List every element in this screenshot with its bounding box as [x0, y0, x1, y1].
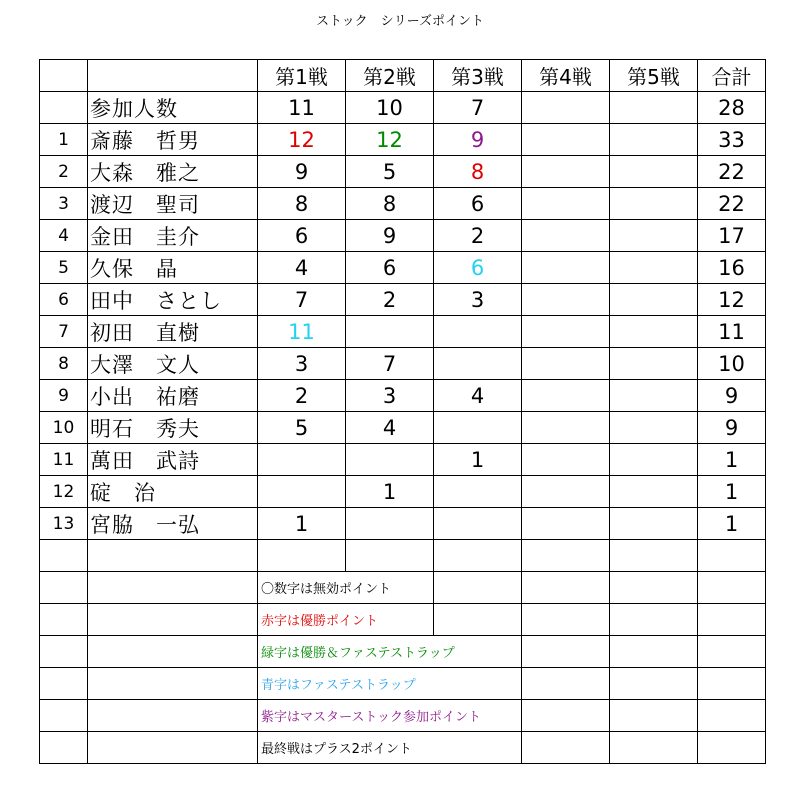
header-round-4: 第4戦 — [522, 60, 610, 92]
total-points: 22 — [698, 156, 766, 188]
round-1-points: 5 — [258, 412, 346, 444]
driver-name: 大澤 文人 — [88, 348, 258, 380]
round-5-points — [610, 188, 698, 220]
total-points: 11 — [698, 316, 766, 348]
round-3-points: 1 — [434, 444, 522, 476]
round-4-points — [522, 220, 610, 252]
total-points: 1 — [698, 508, 766, 540]
round-3-points: 8 — [434, 156, 522, 188]
round-2-points — [346, 508, 434, 540]
participants-round-3: 7 — [434, 92, 522, 124]
participants-no-cell — [40, 92, 88, 124]
rank-cell: 9 — [40, 380, 88, 412]
participants-total: 28 — [698, 92, 766, 124]
legend-row — [40, 636, 766, 668]
participants-label: 参加人数 — [88, 92, 258, 124]
round-2-points — [346, 444, 434, 476]
table-row — [40, 508, 766, 540]
round-2-points: 7 — [346, 348, 434, 380]
driver-name: 明石 秀夫 — [88, 412, 258, 444]
round-2-points: 5 — [346, 156, 434, 188]
table-row — [40, 412, 766, 444]
round-5-points — [610, 380, 698, 412]
round-1-points — [258, 444, 346, 476]
rank-cell: 7 — [40, 316, 88, 348]
rank-cell: 8 — [40, 348, 88, 380]
round-2-points: 2 — [346, 284, 434, 316]
driver-name: 金田 圭介 — [88, 220, 258, 252]
round-2-points: 8 — [346, 188, 434, 220]
header-round-5: 第5戦 — [610, 60, 698, 92]
round-3-points: 9 — [434, 124, 522, 156]
legend-win-and-fastest: 緑字は優勝＆ファステストラップ — [258, 636, 522, 668]
round-3-points — [434, 476, 522, 508]
header-round-3: 第3戦 — [434, 60, 522, 92]
header-row — [40, 60, 766, 92]
round-3-points — [434, 508, 522, 540]
total-points: 12 — [698, 284, 766, 316]
table-row — [40, 188, 766, 220]
driver-name: 初田 直樹 — [88, 316, 258, 348]
header-total: 合計 — [698, 60, 766, 92]
header-round-2: 第2戦 — [346, 60, 434, 92]
header-cell-name — [88, 60, 258, 92]
rank-cell: 4 — [40, 220, 88, 252]
legend-master-stock: 紫字はマスターストック参加ポイント — [258, 700, 522, 732]
rank-cell: 10 — [40, 412, 88, 444]
driver-name: 小出 祐磨 — [88, 380, 258, 412]
round-4-points — [522, 444, 610, 476]
round-4-points — [522, 252, 610, 284]
driver-name: 渡辺 聖司 — [88, 188, 258, 220]
driver-name: 萬田 武詩 — [88, 444, 258, 476]
round-3-points — [434, 412, 522, 444]
round-4-points — [522, 316, 610, 348]
round-3-points: 2 — [434, 220, 522, 252]
round-3-points: 3 — [434, 284, 522, 316]
rank-cell: 13 — [40, 508, 88, 540]
round-5-points — [610, 348, 698, 380]
participants-round-1: 11 — [258, 92, 346, 124]
round-1-points: 6 — [258, 220, 346, 252]
round-1-points: 7 — [258, 284, 346, 316]
round-5-points — [610, 284, 698, 316]
round-5-points — [610, 220, 698, 252]
round-2-points: 4 — [346, 412, 434, 444]
round-1-points: 3 — [258, 348, 346, 380]
table-row — [40, 348, 766, 380]
driver-name: 久保 晶 — [88, 252, 258, 284]
total-points: 17 — [698, 220, 766, 252]
legend-row — [40, 604, 766, 636]
legend-row — [40, 668, 766, 700]
rank-cell: 11 — [40, 444, 88, 476]
rank-cell: 2 — [40, 156, 88, 188]
table-row — [40, 156, 766, 188]
page-title: ストック シリーズポイント — [316, 14, 484, 29]
round-1-points: 2 — [258, 380, 346, 412]
legend-win-points: 赤字は優勝ポイント — [258, 604, 434, 636]
total-points: 16 — [698, 252, 766, 284]
driver-name: 斎藤 哲男 — [88, 124, 258, 156]
round-1-points: 4 — [258, 252, 346, 284]
participants-row — [40, 92, 766, 124]
round-1-points: 1 — [258, 508, 346, 540]
standings-table — [39, 59, 766, 764]
round-1-points: 11 — [258, 316, 346, 348]
round-5-points — [610, 412, 698, 444]
legend-invalid-points: 〇数字は無効ポイント — [258, 572, 434, 604]
legend-row — [40, 572, 766, 604]
round-2-points: 9 — [346, 220, 434, 252]
header-round-1: 第1戦 — [258, 60, 346, 92]
total-points: 10 — [698, 348, 766, 380]
rank-cell: 6 — [40, 284, 88, 316]
rank-cell: 5 — [40, 252, 88, 284]
round-5-points — [610, 316, 698, 348]
legend-row — [40, 732, 766, 764]
total-points: 1 — [698, 476, 766, 508]
round-4-points — [522, 124, 610, 156]
round-1-points: 8 — [258, 188, 346, 220]
participants-round-4 — [522, 92, 610, 124]
table-row — [40, 124, 766, 156]
round-5-points — [610, 476, 698, 508]
round-5-points — [610, 444, 698, 476]
round-1-points: 9 — [258, 156, 346, 188]
round-3-points: 4 — [434, 380, 522, 412]
driver-name: 宮脇 一弘 — [88, 508, 258, 540]
round-2-points — [346, 316, 434, 348]
round-4-points — [522, 380, 610, 412]
table-row — [40, 380, 766, 412]
total-points: 9 — [698, 412, 766, 444]
round-4-points — [522, 412, 610, 444]
header-cell-no — [40, 60, 88, 92]
round-5-points — [610, 252, 698, 284]
blank-row — [40, 540, 766, 572]
legend-row — [40, 700, 766, 732]
participants-round-2: 10 — [346, 92, 434, 124]
round-5-points — [610, 508, 698, 540]
round-2-points: 12 — [346, 124, 434, 156]
round-4-points — [522, 508, 610, 540]
driver-name: 大森 雅之 — [88, 156, 258, 188]
total-points: 9 — [698, 380, 766, 412]
round-2-points: 6 — [346, 252, 434, 284]
round-1-points: 12 — [258, 124, 346, 156]
rank-cell: 12 — [40, 476, 88, 508]
round-4-points — [522, 188, 610, 220]
driver-name: 碇 治 — [88, 476, 258, 508]
round-3-points — [434, 316, 522, 348]
round-5-points — [610, 124, 698, 156]
legend-final-round-bonus: 最終戦はプラス2ポイント — [258, 732, 522, 764]
total-points: 33 — [698, 124, 766, 156]
round-3-points: 6 — [434, 252, 522, 284]
table-row — [40, 220, 766, 252]
table-row — [40, 252, 766, 284]
participants-round-5 — [610, 92, 698, 124]
table-row — [40, 444, 766, 476]
round-4-points — [522, 156, 610, 188]
driver-name: 田中 さとし — [88, 284, 258, 316]
table-row — [40, 316, 766, 348]
rank-cell: 1 — [40, 124, 88, 156]
round-1-points — [258, 476, 346, 508]
table-row — [40, 284, 766, 316]
table-row — [40, 476, 766, 508]
round-4-points — [522, 476, 610, 508]
round-5-points — [610, 156, 698, 188]
round-2-points: 3 — [346, 380, 434, 412]
round-3-points: 6 — [434, 188, 522, 220]
round-2-points: 1 — [346, 476, 434, 508]
rank-cell: 3 — [40, 188, 88, 220]
round-4-points — [522, 348, 610, 380]
legend-fastest-lap: 青字はファステストラップ — [258, 668, 522, 700]
total-points: 1 — [698, 444, 766, 476]
round-4-points — [522, 284, 610, 316]
total-points: 22 — [698, 188, 766, 220]
round-3-points — [434, 348, 522, 380]
